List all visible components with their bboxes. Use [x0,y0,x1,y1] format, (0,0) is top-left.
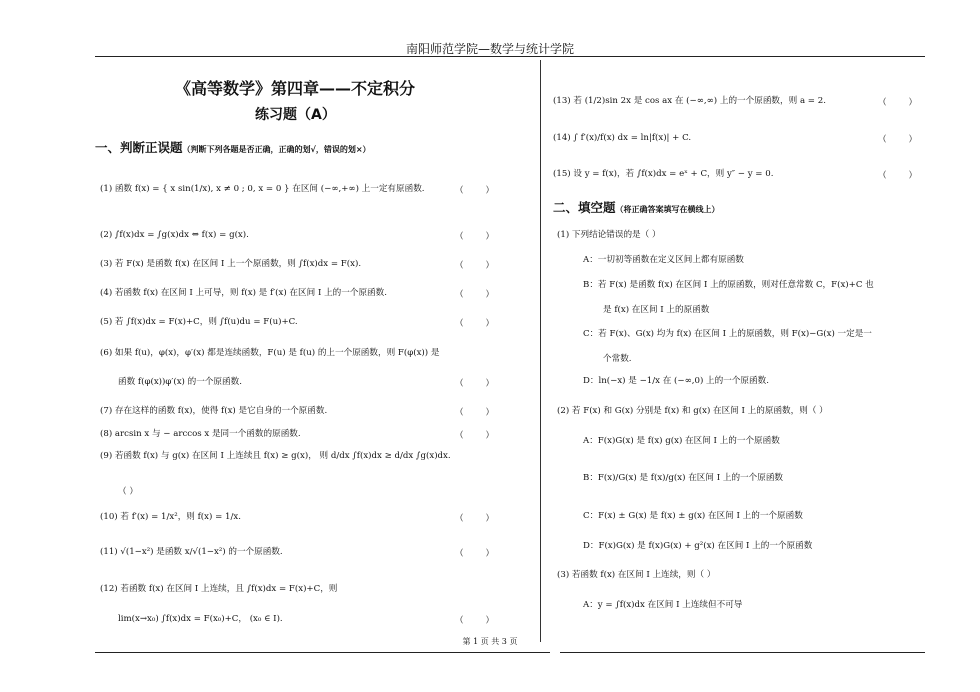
fill-q1-option-b-cont: 是 f(x) 在区间 I 上的原函数 [603,305,710,315]
document-subtitle: 练习题（A） [255,107,336,123]
left-item-8: (8) arcsin x 与 − arccos x 是同一个函数的原函数. [100,429,301,439]
left-item-6-cont: 函数 f(φ(x))φ′(x) 的一个原函数. [118,377,242,387]
section-2-heading [553,198,720,216]
left-item-5: (5) 若 ∫f(x)dx = F(x)+C，则 ∫f(u)du = F(u)+C. [100,317,298,327]
answer-blank-13[interactable]: （ ） [878,98,918,108]
left-item-10: (10) 若 f′(x) = 1/x²，则 f(x) = 1/x. [100,512,241,522]
answer-blank-6[interactable]: （ ） [455,379,495,389]
right-item-14: (14) ∫ f′(x)/f(x) dx = ln|f(x)| + C. [553,133,692,143]
fill-question-3: (3) 若函数 f(x) 在区间 I 上连续，则（ ） [557,570,716,580]
section-1-note: （判断下列各题是否正确，正确的划√，错误的划×） [182,145,371,154]
fill-q2-option-d: D：F(x)G(x) 是 f(x)G(x) + g²(x) 在区间 I 上的一个原函数 [583,541,813,551]
fill-question-2: (2) 若 F(x) 和 G(x) 分别是 f(x) 和 g(x) 在区间 I 上的原函数，则（ ） [557,406,828,416]
header-rule [95,56,925,57]
fill-q1-option-b: B：若 F(x) 是函数 f(x) 在区间 I 上的原函数，则对任意常数 C，F(x)+C 也 [583,280,874,290]
left-item-4: (4) 若函数 f(x) 在区间 I 上可导，则 f(x) 是 f′(x) 在区间 I 上的一个原函数. [100,288,387,298]
left-item-7: (7) 存在这样的函数 f(x)，使得 f(x) 是它自身的一个原函数. [100,406,328,416]
answer-blank-4[interactable]: （ ） [455,290,495,300]
section-2-label: 二、填空题 [553,200,616,215]
fill-q2-option-a: A：F(x)G(x) 是 f(x) g(x) 在区间 I 上的一个原函数 [583,436,780,446]
answer-blank-14[interactable]: （ ） [878,135,918,145]
section-2-note: （将正确答案填写在横线上） [615,205,720,214]
left-item-11: (11) √(1−x²) 是函数 x/√(1−x²) 的一个原函数. [100,547,283,557]
answer-blank-10[interactable]: （ ） [455,514,495,524]
answer-blank-1[interactable]: （ ） [455,186,495,196]
page-footer: 第 1 页 共 3 页 [462,637,518,646]
answer-blank-15[interactable]: （ ） [878,171,918,181]
fill-q1-option-c-cont: 个常数. [603,354,632,364]
document-title: 《高等数学》第四章——不定积分 [175,79,416,98]
section-1-label: 一、判断正误题 [95,140,183,155]
right-item-15: (15) 设 y = f(x)，若 ∫f(x)dx = eˣ + C，则 y″ − y = 0. [553,169,774,179]
column-divider [540,60,541,642]
fill-q1-option-c: C：若 F(x)、G(x) 均为 f(x) 在区间 I 上的原函数，则 F(x)−G(x) 一定是一 [583,329,872,339]
answer-blank-11[interactable]: （ ） [455,549,495,559]
left-item-1: (1) 函数 f(x) = { x sin(1/x), x ≠ 0 ; 0, x = 0 } 在区间 (−∞,+∞) 上一定有原函数. [100,184,425,194]
answer-blank-3[interactable]: （ ） [455,261,495,271]
fill-q3-option-a: A：y = ∫f(x)dx 在区间 I 上连续但不可导 [583,600,743,610]
left-item-6: (6) 如果 f(u)，φ(x)，φ′(x) 都是连续函数，F(u) 是 f(u) 的上一个原函数，则 F(φ(x)) 是 [100,348,440,358]
fill-question-1: (1) 下列结论错误的是（ ） [557,230,661,240]
fill-q1-option-d: D：ln(−x) 是 −1/x 在 (−∞,0) 上的一个原函数. [583,376,769,386]
left-item-12-cont: lim(x→x₀) ∫f(x)dx = F(x₀)+C， (x₀ ∈ I). [118,614,283,624]
fill-q2-option-c: C：F(x) ± G(x) 是 f(x) ± g(x) 在区间 I 上的一个原函数 [583,511,803,521]
answer-blank-8[interactable]: （ ） [455,431,495,441]
left-item-2: (2) ∫f(x)dx = ∫g(x)dx ⇔ f(x) = g(x). [100,230,249,240]
left-item-9-blank: （ ） [118,487,138,497]
answer-blank-12[interactable]: （ ） [455,616,495,626]
page-header: 南阳师范学院—数学与统计学院 [405,42,574,56]
left-item-3: (3) 若 F(x) 是函数 f(x) 在区间 I 上一个原函数，则 ∫f(x)dx = F(x). [100,259,362,269]
footer-rule-right [560,652,925,653]
left-item-12: (12) 若函数 f(x) 在区间 I 上连续，且 ∫f(x)dx = F(x)+C，则 [100,584,338,594]
answer-blank-7[interactable]: （ ） [455,408,495,418]
section-1-heading [95,138,371,156]
fill-q1-option-a: A：一切初等函数在定义区间上都有原函数 [583,255,744,265]
answer-blank-5[interactable]: （ ） [455,319,495,329]
fill-q2-option-b: B：F(x)/G(x) 是 f(x)/g(x) 在区间 I 上的一个原函数 [583,473,784,483]
footer-rule-left [95,652,550,653]
answer-blank-2[interactable]: （ ） [455,232,495,242]
right-item-13: (13) 若 (1/2)sin 2x 是 cos ax 在 (−∞,∞) 上的一个原函数，则 a = 2. [553,96,826,106]
left-item-9: (9) 若函数 f(x) 与 g(x) 在区间 I 上连续且 f(x) ≥ g(x)， 则 d/dx ∫f(x)dx ≥ d/dx ∫g(x)dx. [100,451,451,461]
